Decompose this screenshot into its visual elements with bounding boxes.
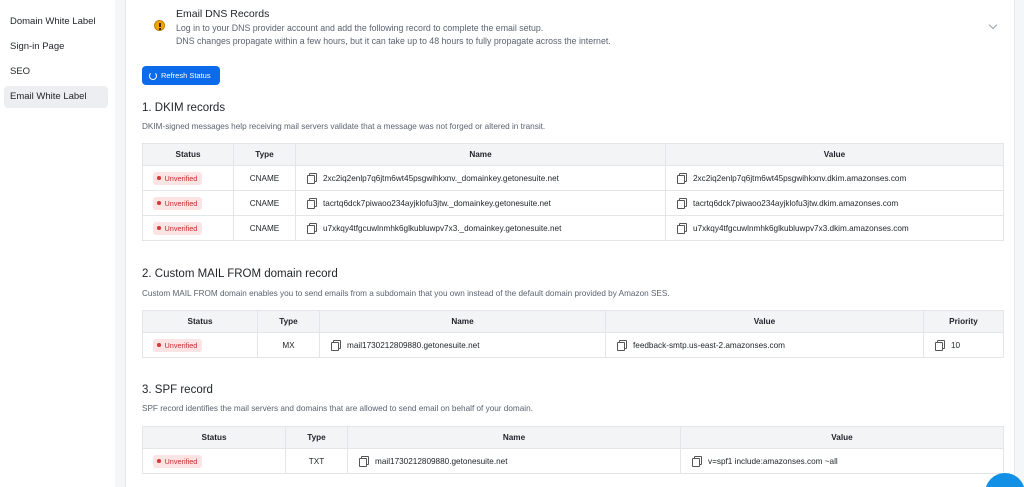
refresh-icon <box>149 72 157 80</box>
column-header-type: Type <box>258 311 320 333</box>
record-type: CNAME <box>234 191 296 216</box>
dns-records-accordion[interactable] <box>138 0 1006 55</box>
copy-icon[interactable] <box>677 223 686 232</box>
copy-icon[interactable] <box>307 198 316 207</box>
column-header-status: Status <box>143 427 286 449</box>
info-icon <box>154 20 165 31</box>
record-type: CNAME <box>234 166 296 191</box>
copy-icon[interactable] <box>307 223 316 232</box>
record-name: u7xkqy4tfgcuwlnmhk6glkubluwpv7x3._domainkey.getonesuite.net <box>323 224 562 233</box>
notice-title: Email DNS Records <box>176 8 270 20</box>
chevron-down-icon[interactable] <box>989 21 997 29</box>
dkim-section-title: 1. DKIM records <box>142 102 226 114</box>
status-badge: Unverified <box>153 172 202 185</box>
table-header-row <box>143 144 1004 166</box>
record-value: 2xc2iq2enlp7q6jtm6wt45psgwihkxnv.dkim.amazonses.com <box>693 174 907 183</box>
copy-icon[interactable] <box>692 456 701 465</box>
sidebar-item-domain-white-label[interactable]: Domain White Label <box>10 16 96 27</box>
column-header-priority: Priority <box>924 311 1004 333</box>
status-badge: Unverified <box>153 222 202 235</box>
column-header-value: Value <box>666 144 1004 166</box>
column-header-status: Status <box>143 144 234 166</box>
copy-icon[interactable] <box>677 173 686 182</box>
mailfrom-table <box>142 310 1004 358</box>
spf-section-title: 3. SPF record <box>142 384 213 396</box>
table-row <box>143 333 1004 358</box>
copy-icon[interactable] <box>307 173 316 182</box>
record-type: CNAME <box>234 216 296 241</box>
column-header-value: Value <box>606 311 924 333</box>
record-type: MX <box>258 333 320 358</box>
copy-icon[interactable] <box>617 340 626 349</box>
spf-table <box>142 426 1004 474</box>
spf-section-description: SPF record identifies the mail servers and domains that are allowed to send email on behalf of your domain. <box>142 404 533 413</box>
copy-icon[interactable] <box>331 340 340 349</box>
status-badge: Unverified <box>153 455 202 468</box>
table-row <box>143 166 1004 191</box>
record-name: 2xc2iq2enlp7q6jtm6wt45psgwihkxnv._domainkey.getonesuite.net <box>323 174 559 183</box>
sidebar-item-seo[interactable]: SEO <box>10 66 31 77</box>
record-value: u7xkqy4tfgcuwlnmhk6glkubluwpv7x3.dkim.amazonses.com <box>693 224 909 233</box>
sidebar-item-sign-in-page[interactable]: Sign-in Page <box>10 41 65 52</box>
notice-line-1: Log in to your DNS provider account and add the following record to complete the email setup. <box>176 23 544 33</box>
mailfrom-section-title: 2. Custom MAIL FROM domain record <box>142 268 338 280</box>
status-badge: Unverified <box>153 339 202 352</box>
dkim-section-description: DKIM-signed messages help receiving mail servers validate that a message was not forged or altered in transit. <box>142 122 546 131</box>
table-header-row <box>143 427 1004 449</box>
settings-sidebar <box>0 0 115 487</box>
column-header-type: Type <box>286 427 348 449</box>
record-priority: 10 <box>951 341 961 350</box>
table-row <box>143 191 1004 216</box>
record-name: tacrtq6dck7piwaoo234ayjklofu3jtw._domainkey.getonesuite.net <box>323 199 551 208</box>
notice-line-2: DNS changes propagate within a few hours, but it can take up to 48 hours to fully propagate across the internet. <box>176 36 611 46</box>
column-header-status: Status <box>143 311 258 333</box>
status-badge: Unverified <box>153 197 202 210</box>
record-value: tacrtq6dck7piwaoo234ayjklofu3jtw.dkim.amazonses.com <box>693 199 899 208</box>
record-type: TXT <box>286 449 348 474</box>
table-row <box>143 216 1004 241</box>
copy-icon[interactable] <box>677 198 686 207</box>
table-row <box>143 449 1004 474</box>
record-name: mail1730212809880.getonesuite.net <box>347 341 480 350</box>
sidebar-item-email-white-label[interactable]: Email White Label <box>4 86 108 108</box>
column-header-type: Type <box>234 144 296 166</box>
dkim-table <box>142 143 1004 241</box>
column-header-name: Name <box>320 311 606 333</box>
copy-icon[interactable] <box>359 456 368 465</box>
table-header-row <box>143 311 1004 333</box>
refresh-status-label: Refresh Status <box>161 71 211 80</box>
mailfrom-section-description: Custom MAIL FROM domain enables you to send emails from a subdomain that you own instead of the default domain provided by Amazon SES. <box>142 289 670 298</box>
column-header-value: Value <box>681 427 1004 449</box>
column-header-name: Name <box>296 144 666 166</box>
record-value: feedback-smtp.us-east-2.amazonses.com <box>633 341 785 350</box>
record-name: mail1730212809880.getonesuite.net <box>375 457 508 466</box>
record-value: v=spf1 include:amazonses.com ~all <box>708 457 838 466</box>
copy-icon[interactable] <box>935 340 944 349</box>
main-panel <box>125 0 1015 487</box>
column-header-name: Name <box>348 427 681 449</box>
refresh-status-button[interactable] <box>142 66 220 85</box>
